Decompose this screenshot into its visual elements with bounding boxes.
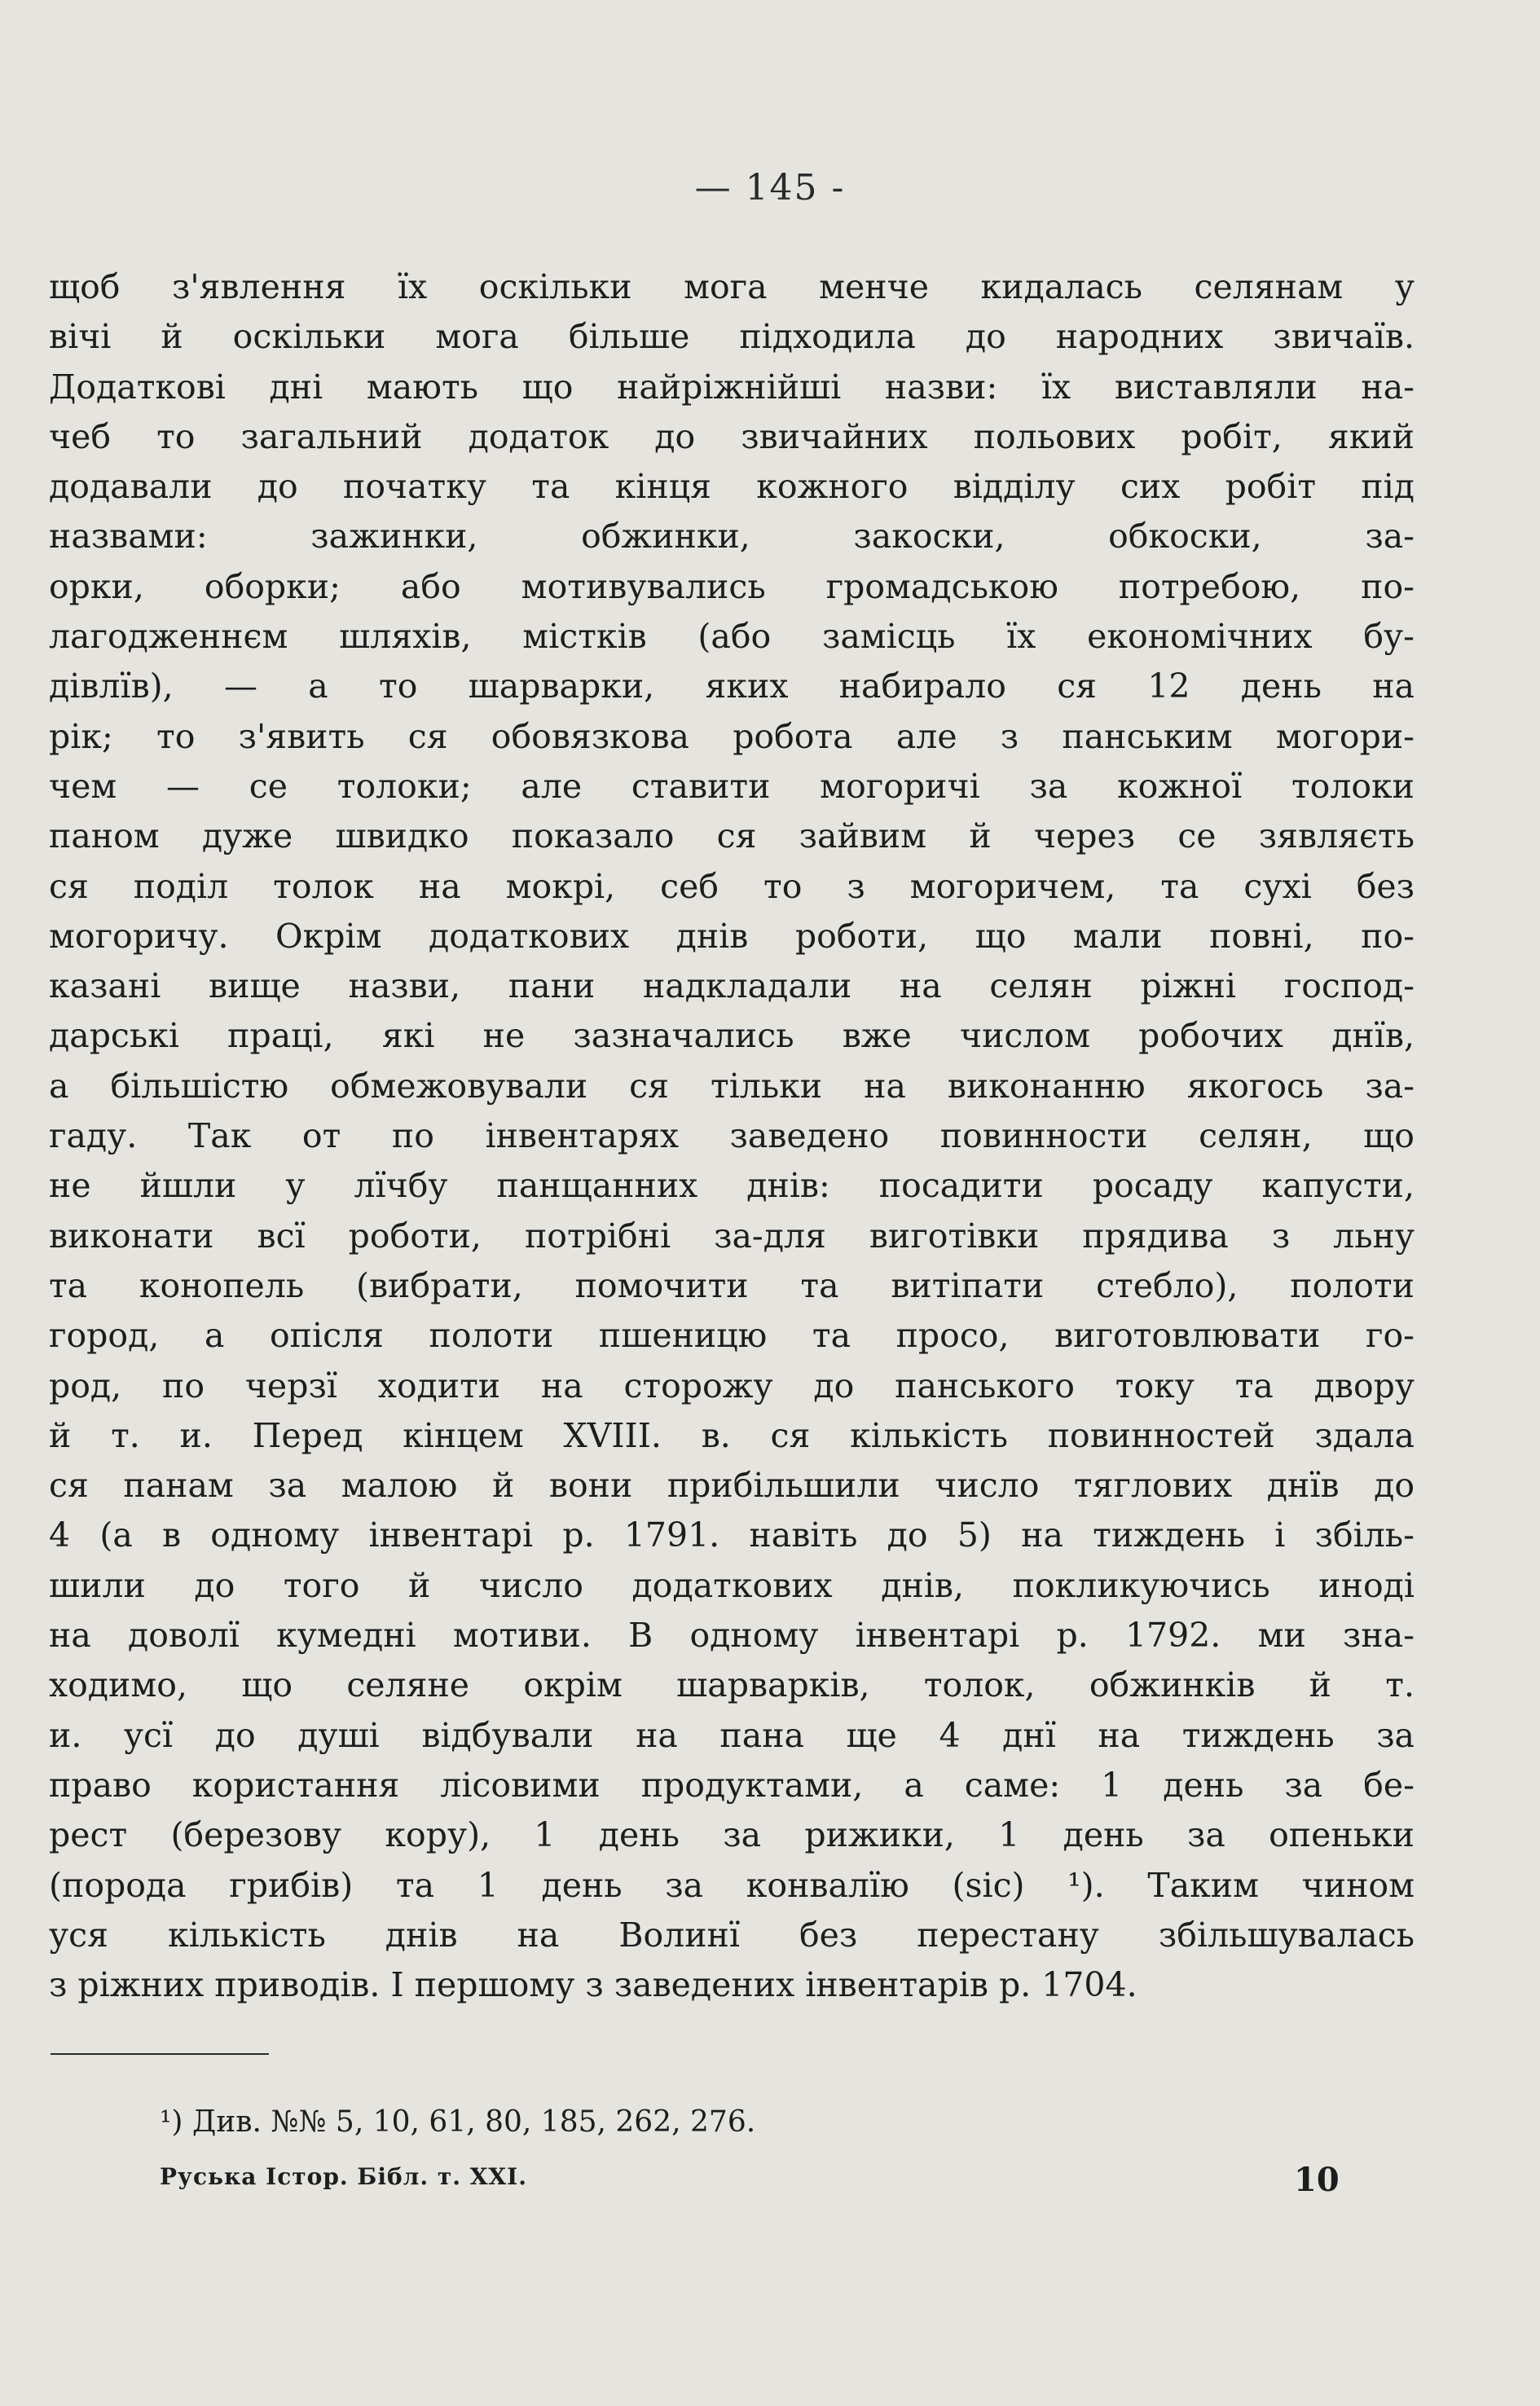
text-line: назвами: зажинки, обжинки, закоски, обкоски, за- xyxy=(49,517,1415,556)
text-line: виконати всї роботи, потрібні за-для виготівки прядива з льну xyxy=(49,1216,1415,1256)
text-line: рест (березову кору), 1 день за рижики, 1 день за опеньки xyxy=(49,1815,1415,1855)
text-line: дарські праці, які не зазначались вже числом робочих днїв, xyxy=(49,1016,1415,1056)
text-line: уся кількість днів на Волинї без перестану збільшувалась xyxy=(49,1915,1415,1955)
printer-signature: Руська Істор. Бібл. т. XXI. xyxy=(160,2163,528,2190)
text-line: не йшли у лїчбу панщанних днів: посадити росаду капусти, xyxy=(49,1166,1415,1206)
text-line: 4 (а в одному інвентарі р. 1791. навіть до 5) на тиждень і збіль- xyxy=(49,1515,1415,1555)
text-line: лагодженнєм шляхів, містків (або замісць їх економічних бу- xyxy=(49,617,1415,657)
text-line: ся поділ толок на мокрі, себ то з могоричем, та сухі без xyxy=(49,866,1415,906)
text-line: и. усї до душі відбували на пана ще 4 днї на тиждень за xyxy=(49,1715,1415,1755)
text-line: казані вище назви, пани надкладали на селян ріжні господ- xyxy=(49,966,1415,1006)
text-line: гаду. Так от по інвентарях заведено повинности селян, що xyxy=(49,1116,1415,1156)
footnote-marker: ¹) xyxy=(160,2105,183,2139)
footnote-divider xyxy=(51,2053,269,2055)
footnote-text: Див. №№ 5, 10, 61, 80, 185, 262, 276. xyxy=(191,2105,756,2139)
text-line: шили до того й число додаткових днів, покликуючись иноді xyxy=(49,1565,1415,1605)
text-line: ходимо, що селяне окрім шарварків, толок, обжинків й т. xyxy=(49,1665,1415,1705)
text-line: паном дуже швидко показало ся зайвим й через се зявляєть xyxy=(49,816,1415,856)
text-line: (порода грибів) та 1 день за конвалїю (sic) ¹). Таким чином xyxy=(49,1865,1415,1905)
footnote xyxy=(160,2102,755,2143)
body-text xyxy=(49,262,1415,2010)
text-line: чеб то загальний додаток до звичайних польових робіт, який xyxy=(49,416,1415,456)
text-line: право користання лісовими продуктами, а саме: 1 день за бе- xyxy=(49,1765,1415,1805)
text-line: щоб з'явлення їх оскільки мога менче кидалась селянам у xyxy=(49,267,1415,306)
text-line: вічі й оскільки мога більше підходила до народних звичаїв. xyxy=(49,317,1415,357)
text-line: род, по черзї ходити на сторожу до панського току та двору xyxy=(49,1366,1415,1405)
text-line: Додаткові дні мають що найріжнійші назви: їх виставляли на- xyxy=(49,367,1415,407)
page-number: — 145 - xyxy=(694,167,846,209)
text-line: додавали до початку та кінця кожного відділу сих робіт під xyxy=(49,467,1415,507)
text-line: рік; то з'явить ся обовязкова робота але з панським могори- xyxy=(49,716,1415,756)
text-line: та конопель (вибрати, помочити та витіпати стебло), полоти xyxy=(49,1265,1415,1305)
text-line: чем — се толоки; але ставити могоричі за кожної толоки xyxy=(49,766,1415,806)
text-line: на доволї кумедні мотиви. В одному інвентарі р. 1792. ми зна- xyxy=(49,1616,1415,1656)
text-line: й т. и. Перед кінцем XVIII. в. ся кількість повинностей здала xyxy=(49,1415,1415,1455)
text-line: дівлїв), — а то шарварки, яких набирало ся 12 день на xyxy=(49,666,1415,706)
text-line: могоричу. Окрім додаткових днів роботи, що мали повні, по- xyxy=(49,916,1415,956)
text-line: ся панам за малою й вони прибільшили число тяглових днїв до xyxy=(49,1466,1415,1506)
text-line: а більшістю обмежовували ся тільки на виконанню якогось за- xyxy=(49,1066,1415,1106)
text-line: город, а опісля полоти пшеницю та просо, виготовлювати го- xyxy=(49,1316,1415,1356)
text-line: з ріжних приводів. І першому з заведених інвентарів р. 1704. xyxy=(49,1965,1137,2005)
text-line: орки, оборки; або мотивувались громадською потребою, по- xyxy=(49,566,1415,606)
sheet-number: 10 xyxy=(1294,2161,1340,2199)
